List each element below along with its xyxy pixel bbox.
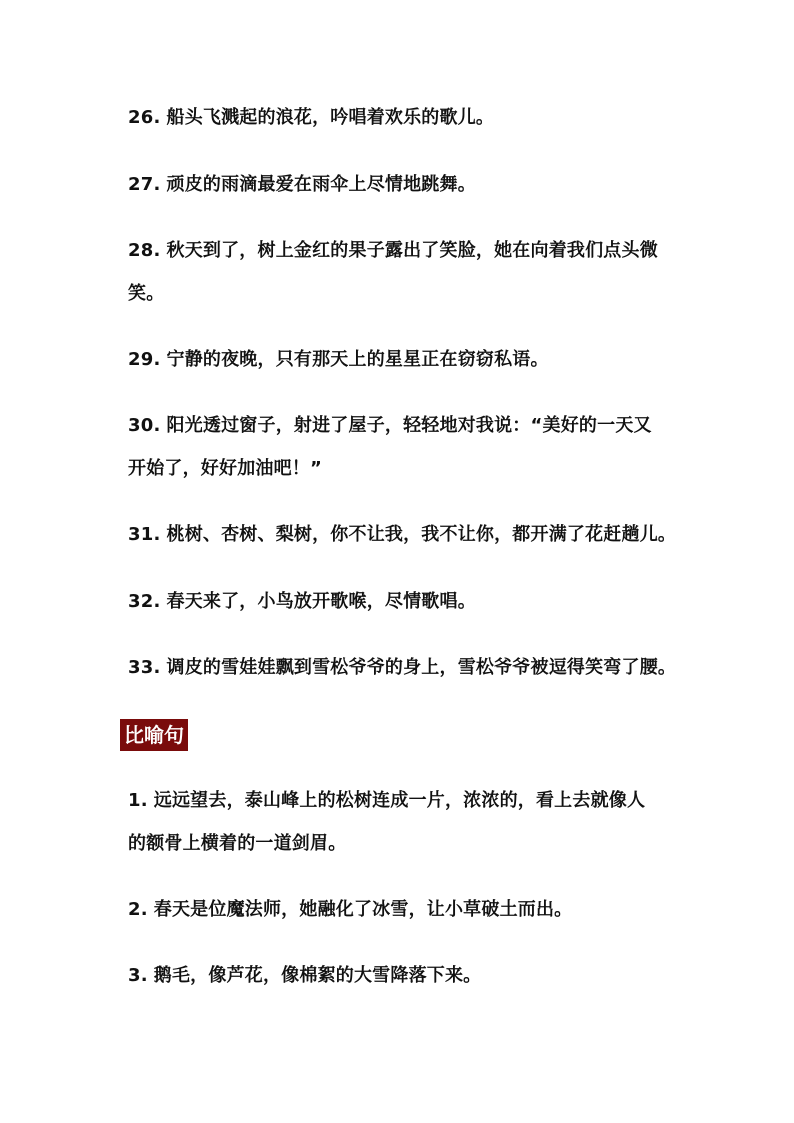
metaphor-sentence-2 (128, 888, 674, 932)
sentence-28 (128, 229, 674, 273)
sentence-text: 阳光透过窗子，射进了屋子，轻轻地对我说：“美好的一天又 (166, 415, 652, 436)
sentence-text: 远远望去，泰山峰上的松树连成一片，浓浓的，看上去就像人 (153, 790, 646, 811)
sentence-number: 31. (128, 524, 161, 545)
sentence-text: 调皮的雪娃娃飘到雪松爷爷的身上，雪松爷爷被逗得笑弯了腰。 (166, 657, 677, 678)
sentence-number: 2. (128, 899, 148, 920)
sentence-31 (128, 513, 677, 557)
sentence-number: 27. (128, 174, 161, 195)
metaphor-sentence-1 (128, 779, 674, 823)
sentence-text: 春天来了，小鸟放开歌喉，尽情歌唱。 (166, 591, 476, 612)
sentence-number: 32. (128, 591, 161, 612)
metaphor-sentence-3 (128, 954, 674, 998)
sentence-text: 桃树、杏树、梨树，你不让我，我不让你，都开满了花赶趟儿。 (166, 524, 677, 545)
sentence-text: 船头飞溅起的浪花，吟唱着欢乐的歌儿。 (166, 107, 495, 128)
metaphor-sentence-1-continuation (128, 822, 674, 866)
section-heading-metaphor: 比喻句 (120, 719, 188, 751)
sentence-text-continuation: 笑。 (128, 283, 165, 304)
sentence-text-continuation: 开始了，好好加油吧！” (128, 458, 323, 479)
sentence-number: 26. (128, 107, 161, 128)
sentence-number: 28. (128, 240, 161, 261)
sentence-text: 鹅毛，像芦花，像棉絮的大雪降落下来。 (153, 965, 482, 986)
sentence-30-continuation (128, 447, 674, 491)
sentence-28-continuation (128, 272, 674, 316)
sentence-30 (128, 404, 674, 448)
sentence-number: 1. (128, 790, 148, 811)
sentence-text: 宁静的夜晚，只有那天上的星星正在窃窃私语。 (166, 349, 549, 370)
sentence-number: 30. (128, 415, 161, 436)
sentence-number: 33. (128, 657, 161, 678)
sentence-26 (128, 96, 674, 140)
sentence-number: 29. (128, 349, 161, 370)
sentence-text-continuation: 的额骨上横着的一道剑眉。 (128, 833, 347, 854)
sentence-32 (128, 580, 674, 624)
sentence-number: 3. (128, 965, 148, 986)
sentence-33 (128, 646, 677, 690)
sentence-text: 顽皮的雨滴最爱在雨伞上尽情地跳舞。 (166, 174, 476, 195)
sentence-text: 秋天到了，树上金红的果子露出了笑脸，她在向着我们点头微 (166, 240, 658, 261)
sentence-29 (128, 338, 674, 382)
sentence-27 (128, 163, 674, 207)
sentence-text: 春天是位魔法师，她融化了冰雪，让小草破土而出。 (153, 899, 573, 920)
